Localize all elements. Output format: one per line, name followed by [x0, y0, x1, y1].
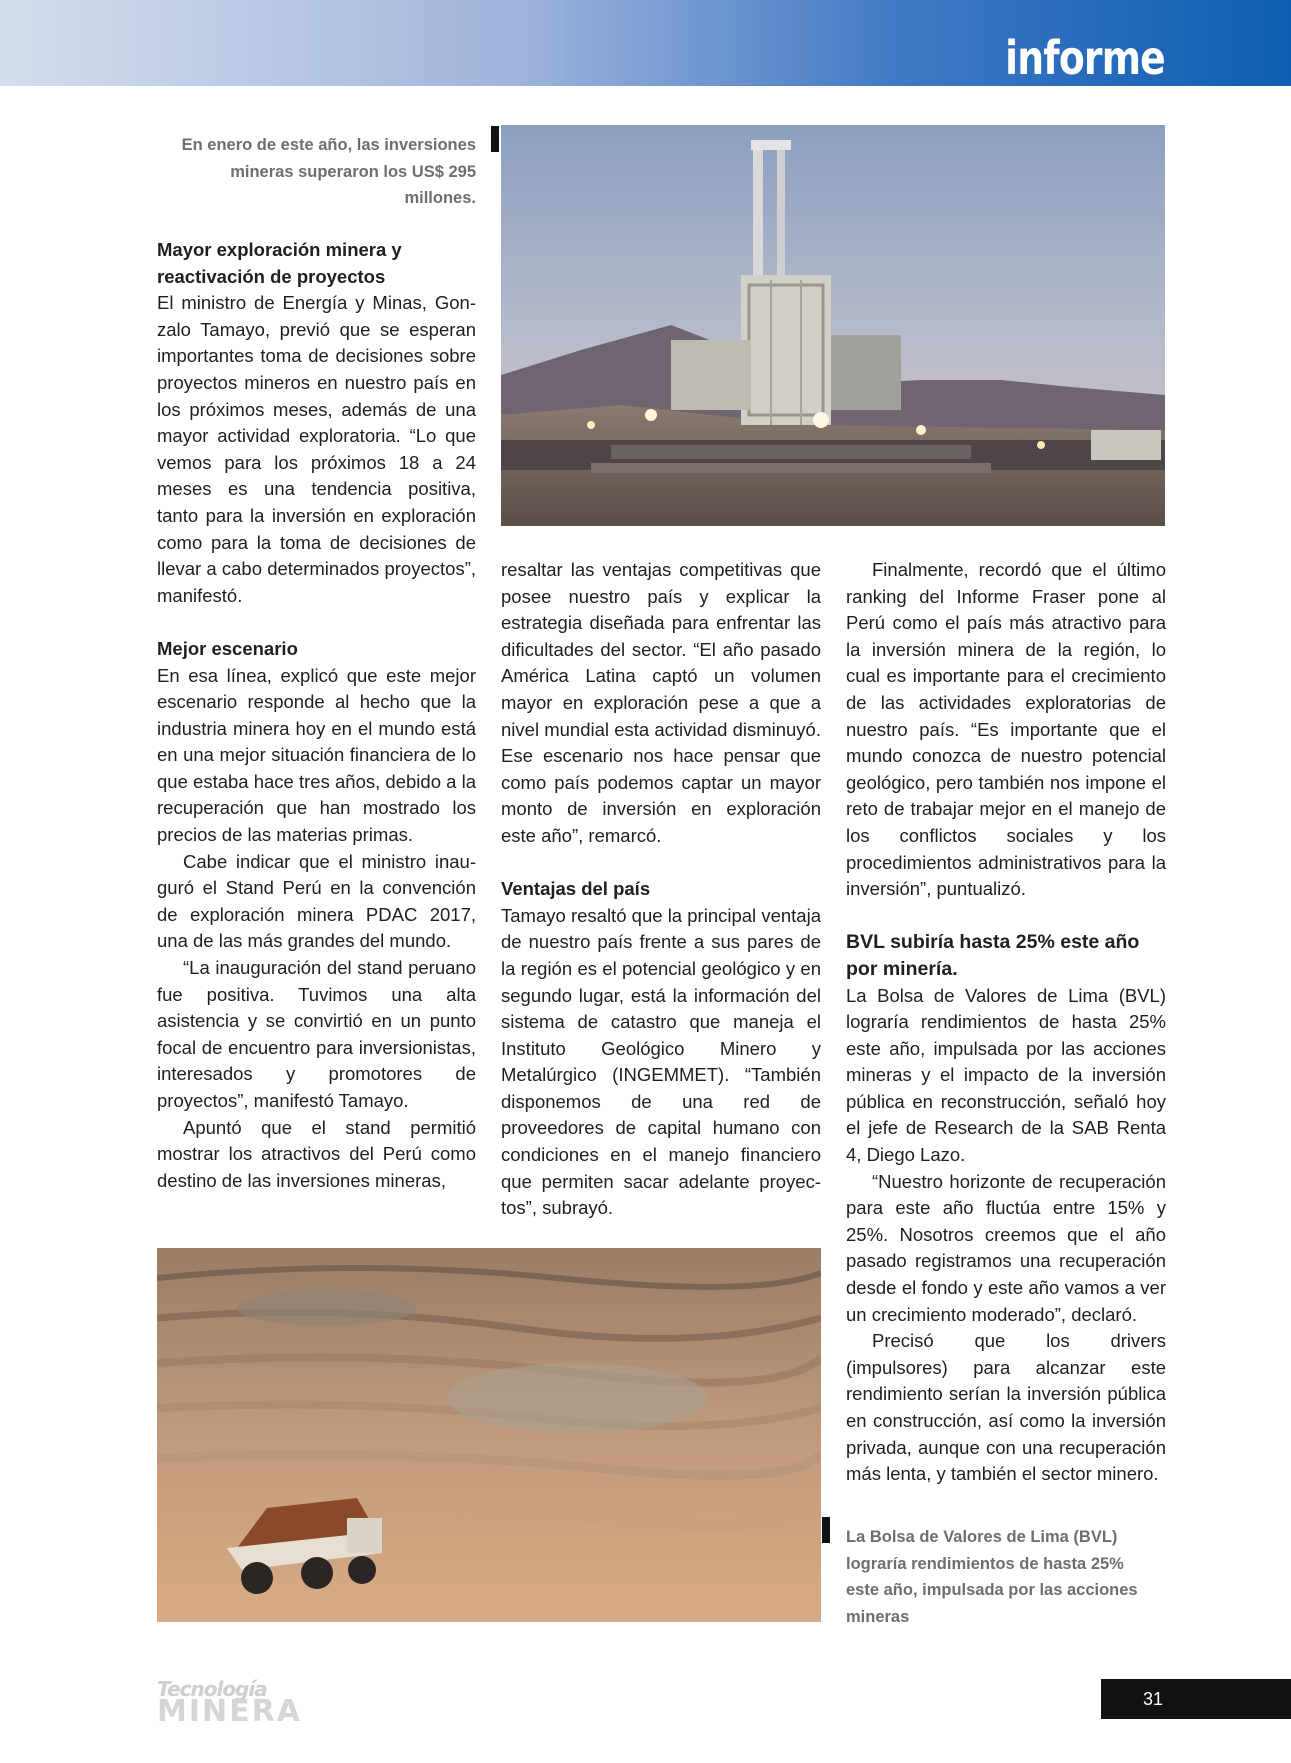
pullquote-top-bar: [491, 126, 499, 152]
article-column-1: [157, 237, 476, 1194]
paragraph: El ministro de Energía y Minas, Gonzalo Tamayo, previó que se esperan importantes toma de decisiones sobre proyectos mineros en nuestro país en los próximos meses, además de una mayor actividad exploratoria. “Lo que vemos para los próximos 18 a 24 meses es una tendencia positiva, tanto para la inversión en exploración como para la toma de decisiones de llevar a cabo determinados proyectos”, manifestó.: [157, 292, 476, 606]
pullquote-bottom-bar: [822, 1517, 830, 1543]
publication-logo: [157, 1677, 302, 1729]
paragraph: resaltar las ventajas competitivas que posee nuestro país y explicar la estrategia diseñada para enfrentar las dificultades del sector. “El año pasado América Latina captó un volumen mayor en exploración pese a que a nivel mundial esta actividad disminuyó. Ese escenario nos hace pensar que como país podemos captar un mayor monto de inversión en exploración este año”, remarcó.: [501, 559, 821, 846]
open-pit-mine-photo: [157, 1248, 821, 1622]
paragraph: Cabe indicar que el ministro inauguró el Stand Perú en la convención de exploración minera PDAC 2017, una de las más grandes del mundo.: [157, 850, 476, 952]
subheading-mejor-escenario: Mejor escenario: [157, 637, 298, 659]
paragraph: Precisó que los drivers (impulsores) para alcanzar este rendimiento serían la inversión pública en construcción, así como la inversión privada, aunque con una recuperación más lenta, y también el sector minero.: [846, 1330, 1166, 1485]
article-column-3: [846, 557, 1166, 1488]
section-label: informe: [1005, 31, 1165, 85]
paragraph: Tamayo resaltó que la principal ventaja de nuestro país frente a sus pares de la región es el potencial geológico y en segundo lugar, está la información del sistema de catastro que maneja el Instituto Geológico Minero y Metalúrgico (INGEMMET). “También disponemos de una red de proveedores de capital humano con condiciones en el manejo financiero que permiten sacar adelante proyectos”, subrayó.: [501, 904, 821, 1219]
subheading-ventajas-del-pais: Ventajas del país: [501, 878, 651, 900]
logo-line-2: MINERA: [157, 1694, 302, 1729]
page-number: 31: [1101, 1679, 1291, 1719]
paragraph: La Bolsa de Valores de Lima (BVL) lograría rendimientos de hasta 25% este año, impulsada por las acciones mineras y el impacto de la inversión pública en reconstrucción, señaló hoy el jefe de Research de la SAB Renta 4, Diego Lazo.: [846, 984, 1166, 1166]
subheading-mayor-exploracion: Mayor exploración minera y reactivación de proyectos: [157, 239, 402, 287]
paragraph: Apuntó que el stand permitió mostrar los atractivos del Perú como destino de las inversiones mineras,: [157, 1116, 476, 1191]
drilling-rig-photo: [501, 125, 1165, 526]
logo-line-1: Tecnología: [157, 1677, 267, 1701]
subheading-bvl: BVL subiría hasta 25% este año por minería.: [846, 931, 1140, 980]
paragraph: “Nuestro horizonte de recuperación para este año fluctúa entre 15% y 25%. Nosotros creemos que el año pasado registramos una recuperación desde el fondo y este año vamos a ver un crecimiento moderado”, declaró.: [846, 1170, 1166, 1325]
article-column-2: [501, 557, 821, 1222]
paragraph: “La inauguración del stand peruano fue positiva. Tuvimos una alta asistencia y se convirtió en un punto focal de encuentro para inversionistas, interesados y promotores de proyectos”, manifestó Tamayo.: [157, 957, 476, 1111]
pullquote-bottom: La Bolsa de Valores de Lima (BVL) lograría rendimientos de hasta 25% este año, impulsada por las acciones mineras: [846, 1528, 1138, 1626]
pullquote-top: En enero de este año, las inversiones mineras superaron los US$ 295 millones.: [181, 136, 476, 207]
paragraph: En esa línea, explicó que este mejor escenario responde al hecho que la industria minera hoy en el mundo está en una mejor situación financiera de lo que estaba hace tres años, debido a la recuperación que han mostrado los precios de las materias primas.: [157, 664, 476, 846]
paragraph: Finalmente, recordó que el último ranking del Informe Fraser pone al Perú como el país más atractivo para la inversión minera de la región, lo cual es importante para el crecimiento de las actividades exploratorias de nuestro país. “Es importante que el mundo conozca de nuestro potencial geológico, pero también nos impone el reto de trabajar mejor en el manejo de los conflictos sociales y los procedimientos administrativos para la inversión”, puntualizó.: [846, 559, 1166, 900]
